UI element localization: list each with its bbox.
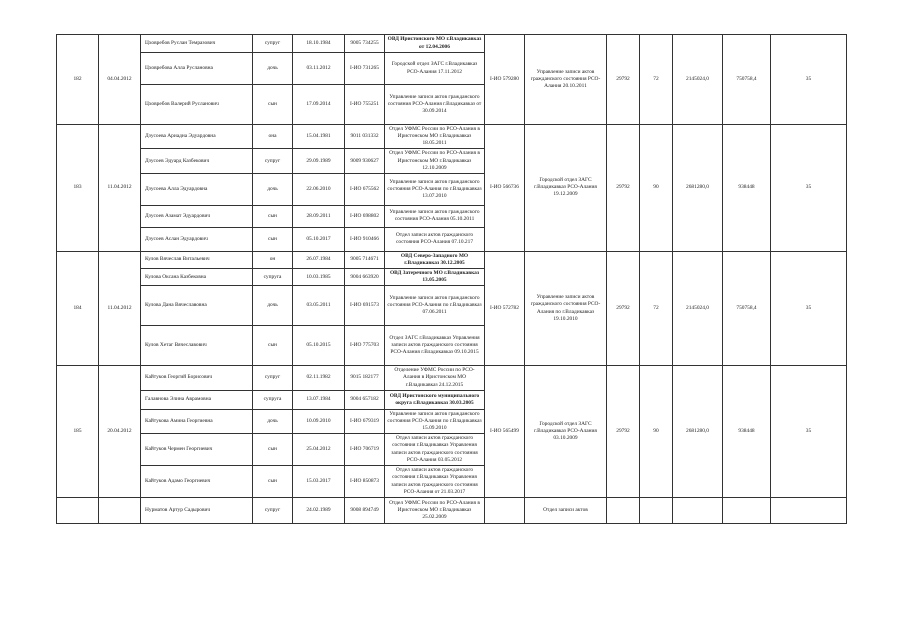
- member-document-issuer: ОВД Затеречного МО г.Владикавказ 13.05.2005: [385, 269, 485, 286]
- area-value: 90: [640, 125, 673, 252]
- member-birth-date: 17.09.2014: [293, 85, 345, 125]
- member-name: Цховребова Алла Руслановна: [141, 53, 253, 85]
- record-date: 20.04.2012: [99, 366, 141, 498]
- member-name: Кулова Дана Вячеславовна: [141, 286, 253, 326]
- member-birth-date: 02.11.1982: [293, 366, 345, 390]
- member-document-number: 9009 930627: [345, 149, 385, 173]
- member-name: Нурматов Артур Садырович: [141, 498, 253, 524]
- member-document-issuer: Отделение УФМС России по РСО-Алания в Иристонском МО г.Владикавказ 24.12.2015: [385, 366, 485, 390]
- member-document-number: 9004 657182: [345, 390, 385, 409]
- member-name: Кулов Вячеслав Витальевич: [141, 251, 253, 268]
- member-document-number: 9005 714671: [345, 251, 385, 268]
- member-document-number: I-ИО 850873: [345, 466, 385, 498]
- certificate-number: I-ИО 565499: [485, 366, 525, 498]
- registry-table: [56, 34, 847, 524]
- member-document-issuer: Отдел УФМС России по РСО-Алания в Иристонском МО г.Владикавказ 25.02.2009: [385, 498, 485, 524]
- member-relation: супруг: [253, 35, 293, 53]
- percent-value: 35: [771, 251, 847, 366]
- member-document-number: I-ИО 679319: [345, 409, 385, 433]
- member-birth-date: 25.04.2012: [293, 434, 345, 466]
- member-row: [57, 498, 847, 524]
- total-amount: [673, 498, 723, 524]
- member-document-issuer: Управление записи актов гражданского состояния РСО-Алания 05.10.2011: [385, 205, 485, 227]
- record-number: 185: [57, 366, 99, 498]
- total-amount: 2145024,0: [673, 251, 723, 366]
- member-relation: супруг: [253, 149, 293, 173]
- member-document-issuer: Управление записи актов гражданского состояния РСО-Алания г.Владикавказ от 30.09.2014: [385, 85, 485, 125]
- member-birth-date: 28.09.2011: [293, 205, 345, 227]
- member-birth-date: 03.05.2011: [293, 286, 345, 326]
- member-name: Кайтуков Георгий Борисович: [141, 366, 253, 390]
- member-document-number: I-ИО 691573: [345, 286, 385, 326]
- member-document-number: 9015 182177: [345, 366, 385, 390]
- record-number: 183: [57, 125, 99, 252]
- total-amount: 2681280,0: [673, 125, 723, 252]
- subsidy-amount: 938448: [723, 125, 771, 252]
- member-name: Галавнова Элина Аврамовна: [141, 390, 253, 409]
- member-relation: сын: [253, 227, 293, 251]
- member-document-number: I-ИО 731265: [345, 53, 385, 85]
- member-document-number: 9005 734255: [345, 35, 385, 53]
- member-name: Кулова Оксана Казбековна: [141, 269, 253, 286]
- member-document-issuer: Отдел записи актов гражданского состояния г.Владикавказ Управления записи актов гражданского состояния РСО-Алания от 21.03.2017: [385, 466, 485, 498]
- record-date: 11.04.2012: [99, 125, 141, 252]
- member-birth-date: 26.07.1984: [293, 251, 345, 268]
- member-document-issuer: Управление записи актов гражданского состояния РСО-Алания по г.Владикавказ 13.07.2010: [385, 173, 485, 205]
- member-birth-date: 05.10.2015: [293, 326, 345, 366]
- norm-value: 29792: [607, 251, 640, 366]
- member-relation: дочь: [253, 409, 293, 433]
- member-relation: супруг: [253, 366, 293, 390]
- certificate-number: I-ИО 566736: [485, 125, 525, 252]
- member-document-issuer: Отдел записи актов гражданского состояния РСО-Алания 07.10.217: [385, 227, 485, 251]
- member-row: [57, 125, 847, 149]
- member-name: Кулов Хетаг Вячеславович: [141, 326, 253, 366]
- member-document-number: I-ИО 910466: [345, 227, 385, 251]
- registry-office: Управление записи актов гражданского состояния РСО-Алания 20.10.2011: [525, 35, 607, 125]
- member-document-issuer: Отдел УФМС России по РСО-Алания в Иристонском МО г.Владикавказ 12.10.2009: [385, 149, 485, 173]
- registry-office: Отдел записи актов: [525, 498, 607, 524]
- member-name: Кайтуков Адамо Георгиевич: [141, 466, 253, 498]
- member-birth-date: 10.03.1985: [293, 269, 345, 286]
- total-amount: 2681280,0: [673, 366, 723, 498]
- member-document-number: I-ИО 775703: [345, 326, 385, 366]
- subsidy-amount: [723, 498, 771, 524]
- member-name: Дзусоев Эдуард Казбекович: [141, 149, 253, 173]
- member-relation: супруга: [253, 390, 293, 409]
- member-document-issuer: Управление записи актов гражданского состояния РСО-Алания по г.Владикавказ 15.09.2010: [385, 409, 485, 433]
- area-value: 72: [640, 251, 673, 366]
- member-document-issuer: ОВД Северо-Западного МО г.Владикавказ 30.12.2005: [385, 251, 485, 268]
- member-row: [57, 35, 847, 53]
- registry-office: Городской отдел ЗАГС г.Владикавказ РСО-Алания 03.10.2009: [525, 366, 607, 498]
- member-row: [57, 251, 847, 268]
- percent-value: 35: [771, 366, 847, 498]
- member-document-issuer: Отдел УФМС России по РСО-Алания в Иристонском МО г.Владикавказ 18.05.2011: [385, 125, 485, 149]
- record-number: 184: [57, 251, 99, 366]
- percent-value: 35: [771, 35, 847, 125]
- member-relation: супруга: [253, 269, 293, 286]
- registry-office: Управление записи актов гражданского состояния РСО-Алания по г.Владикавказ 19.10.2010: [525, 251, 607, 366]
- member-birth-date: 03.11.2012: [293, 53, 345, 85]
- member-relation: дочь: [253, 173, 293, 205]
- record-number: [57, 498, 99, 524]
- member-birth-date: 29.09.1989: [293, 149, 345, 173]
- member-name: Цховребов Руслан Темразович: [141, 35, 253, 53]
- member-document-issuer: Городской отдел ЗАГС г.Владикавказ РСО-Алания 17.11.2012: [385, 53, 485, 85]
- area-value: 72: [640, 35, 673, 125]
- member-relation: он: [253, 251, 293, 268]
- subsidy-amount: 750758,4: [723, 251, 771, 366]
- norm-value: [607, 498, 640, 524]
- member-document-number: I-ИО 698802: [345, 205, 385, 227]
- record-date: 11.04.2012: [99, 251, 141, 366]
- member-name: Кайтукова Амина Георгиевна: [141, 409, 253, 433]
- norm-value: 29792: [607, 35, 640, 125]
- member-document-number: 9008 894749: [345, 498, 385, 524]
- member-name: Цховребов Валерий Русланович: [141, 85, 253, 125]
- record-date: [99, 498, 141, 524]
- member-relation: сын: [253, 434, 293, 466]
- member-document-issuer: ОВД Иристонского муниципального округа г.Владикавказ 30.03.2005: [385, 390, 485, 409]
- member-birth-date: 05.10.2017: [293, 227, 345, 251]
- member-name: Дзусоева Ариадна Эдуардовна: [141, 125, 253, 149]
- member-document-issuer: Отдел ЗАГС г.Владикавказ Управления записи актов гражданского состояния РСО-Алания г.Владикавказ 09.10.2015: [385, 326, 485, 366]
- member-row: [57, 366, 847, 390]
- member-name: Дзусоев Азамат Эдуардович: [141, 205, 253, 227]
- certificate-number: I-ИО 572782: [485, 251, 525, 366]
- subsidy-amount: 938448: [723, 366, 771, 498]
- member-relation: сын: [253, 466, 293, 498]
- member-relation: сын: [253, 85, 293, 125]
- member-document-issuer: Управление записи актов гражданского состояния РСО-Алания по г.Владикавказ 07.06.2011: [385, 286, 485, 326]
- total-amount: 2145024,0: [673, 35, 723, 125]
- certificate-number: I-ИО 579280: [485, 35, 525, 125]
- member-document-number: I-ИО 755251: [345, 85, 385, 125]
- member-relation: супруг: [253, 498, 293, 524]
- member-birth-date: 15.04.1981: [293, 125, 345, 149]
- member-birth-date: 22.06.2010: [293, 173, 345, 205]
- member-name: Дзусоева Алла Эдуардовна: [141, 173, 253, 205]
- member-document-number: I-ИО 675562: [345, 173, 385, 205]
- member-document-issuer: Отдел записи актов гражданского состояния г.Владикавказ Управления записи актов гражданского состояния РСО-Алания 03.05.2012: [385, 434, 485, 466]
- certificate-number: [485, 498, 525, 524]
- norm-value: 29792: [607, 125, 640, 252]
- member-birth-date: 13.07.1984: [293, 390, 345, 409]
- member-document-number: I-ИО 706719: [345, 434, 385, 466]
- member-birth-date: 10.09.2010: [293, 409, 345, 433]
- norm-value: 29792: [607, 366, 640, 498]
- member-relation: дочь: [253, 286, 293, 326]
- member-name: Дзусоев Аслан Эдуардович: [141, 227, 253, 251]
- member-document-number: 9011 031332: [345, 125, 385, 149]
- percent-value: 35: [771, 125, 847, 252]
- area-value: 90: [640, 366, 673, 498]
- area-value: [640, 498, 673, 524]
- percent-value: [771, 498, 847, 524]
- member-birth-date: 18.10.1984: [293, 35, 345, 53]
- member-relation: она: [253, 125, 293, 149]
- member-name: Кайтуков Чермен Георгиевич: [141, 434, 253, 466]
- registry-office: Городской отдел ЗАГС г.Владикавказ РСО-Алания 19.12.2009: [525, 125, 607, 252]
- subsidy-amount: 750758,4: [723, 35, 771, 125]
- member-birth-date: 24.02.1989: [293, 498, 345, 524]
- registry-body: [57, 35, 847, 524]
- member-relation: сын: [253, 205, 293, 227]
- record-number: 182: [57, 35, 99, 125]
- member-birth-date: 15.03.2017: [293, 466, 345, 498]
- record-date: 04.04.2012: [99, 35, 141, 125]
- member-document-issuer: ОВД Иристонского МО г.Владикавказ от 12.04.2006: [385, 35, 485, 53]
- member-relation: дочь: [253, 53, 293, 85]
- member-relation: сын: [253, 326, 293, 366]
- member-document-number: 9004 663920: [345, 269, 385, 286]
